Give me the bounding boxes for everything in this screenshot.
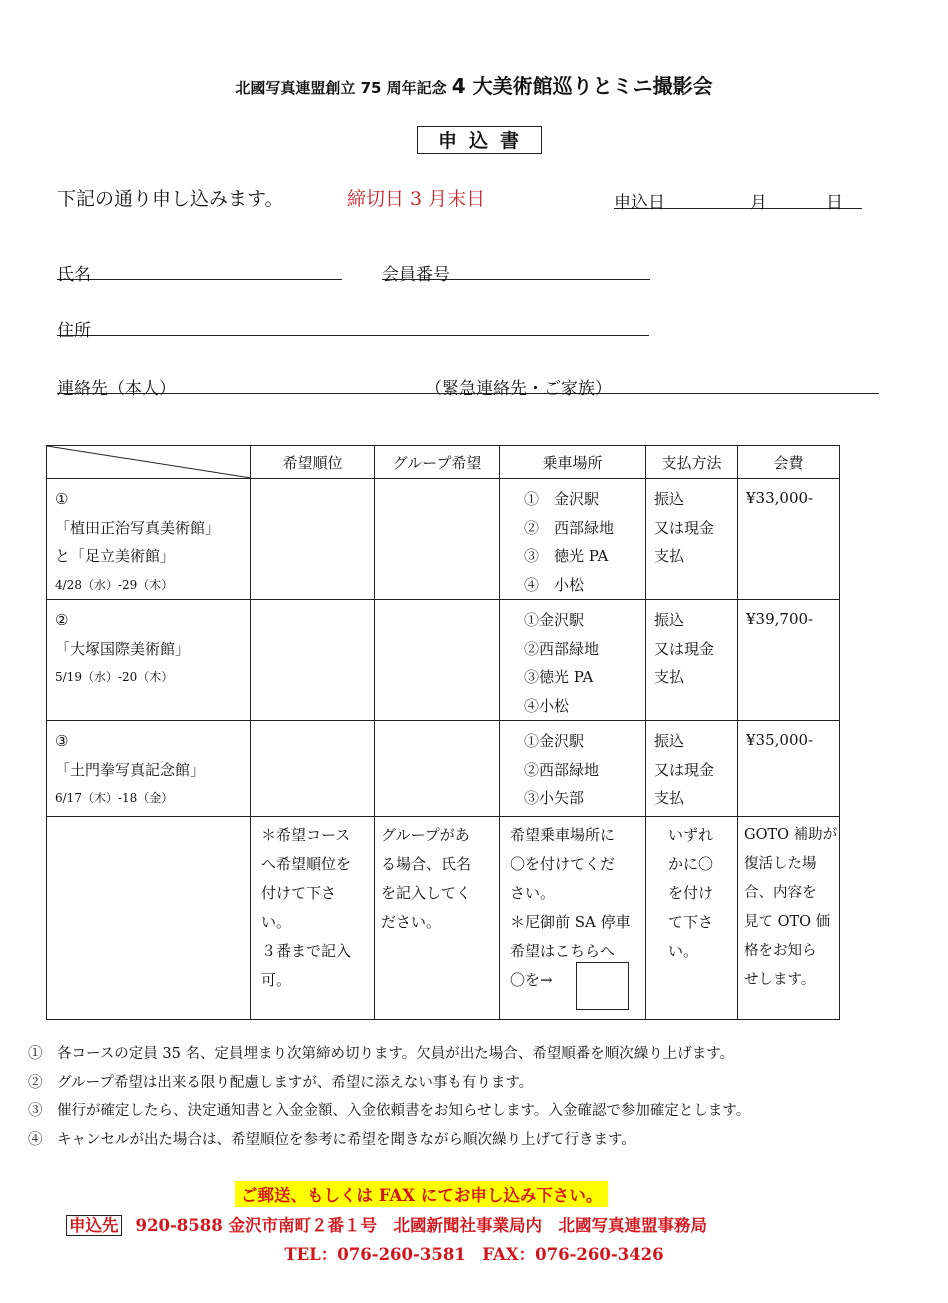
application-date-field[interactable]: [614, 188, 862, 213]
note-line: 希望はこちらへ: [510, 942, 616, 960]
tel-fax-line: TEL：076-260-3581 FAX：076-260-3426: [284, 1245, 664, 1264]
stop-option[interactable]: ③小矢部: [524, 789, 585, 807]
footnotes: [28, 1040, 750, 1154]
priority-input-cell[interactable]: [251, 721, 375, 817]
note-line: ＊尼御前 SA 停車: [510, 913, 631, 931]
priority-input-cell[interactable]: [251, 479, 375, 600]
note-line: 復活した場: [744, 856, 817, 872]
title-main: 4 大美術館巡りとミニ撮影会: [451, 74, 713, 98]
payment-cell[interactable]: [646, 600, 738, 721]
table-header-row: [47, 446, 840, 479]
table-row: [47, 479, 840, 600]
group-input-cell[interactable]: [375, 600, 500, 721]
note-line: い。: [261, 913, 292, 931]
payment-cell[interactable]: [646, 479, 738, 600]
diagonal-line-icon: [47, 446, 251, 478]
note-line: ＊希望コース: [261, 826, 351, 844]
member-number-field[interactable]: [382, 260, 650, 285]
note-line: グループがあ: [381, 826, 470, 844]
payment-option[interactable]: 支払: [654, 668, 685, 686]
amagozen-checkbox[interactable]: [576, 962, 629, 1010]
group-note-cell: [375, 817, 500, 1020]
note-line: 付けて下さ: [261, 884, 337, 902]
payment-option[interactable]: 振込: [654, 611, 685, 629]
notes-empty-cell: [47, 817, 251, 1020]
header-payment: 支払方法: [646, 446, 738, 479]
table-row: [47, 600, 840, 721]
payment-option[interactable]: 振込: [654, 732, 685, 750]
course-table: [46, 445, 840, 1020]
stop-option[interactable]: ② 西部緑地: [524, 518, 615, 537]
fee-cell: [738, 600, 840, 721]
note-line: 〇を→: [510, 971, 553, 989]
intro-text: 下記の通り申し込みます。: [57, 188, 284, 210]
fee-note-cell: [738, 817, 840, 1020]
note-line: 可。: [261, 971, 292, 989]
note-line: せします。: [744, 972, 816, 988]
stop-option[interactable]: ①金沢駅: [524, 611, 585, 629]
note-line: ださい。: [381, 913, 442, 931]
note-line: 見て OTO 価: [744, 914, 831, 930]
contact-emergency-label: （緊急連絡先・ご家族）: [425, 379, 612, 399]
note-line: 格をお知ら: [744, 943, 817, 959]
application-address-text: 920-8588 金沢市南町２番１号 北國新聞社事業局内 北國写真連盟事務局: [135, 1216, 707, 1235]
application-address-label: 申込先: [66, 1215, 122, 1236]
course-line: 「土門拳写真記念館」: [55, 760, 206, 779]
course-line: 「植田正治写真美術館」: [55, 518, 221, 537]
note-line: かに〇: [668, 855, 714, 873]
table-row: [47, 721, 840, 817]
note-line: い。: [668, 942, 699, 960]
name-label: 氏名: [57, 265, 91, 285]
member-number-label: 会員番号: [382, 265, 450, 285]
note-line: る場合、氏名: [381, 855, 472, 873]
group-input-cell[interactable]: [375, 479, 500, 600]
fee-value: ¥39,700-: [746, 610, 814, 628]
payment-cell[interactable]: [646, 721, 738, 817]
header-group: グループ希望: [375, 446, 500, 479]
fee-value: ¥33,000-: [746, 489, 814, 507]
payment-option[interactable]: 振込: [654, 490, 685, 508]
stop-option[interactable]: ① 金沢駅: [524, 490, 600, 508]
note-line: 合、内容を: [744, 885, 817, 901]
note-line: 希望乗車場所に: [510, 826, 616, 844]
table-notes-row: [47, 817, 840, 1020]
header-diagonal-cell: [47, 446, 251, 479]
deadline-text: 締切日 3 月末日: [347, 188, 486, 210]
note-line: を付け: [668, 884, 714, 902]
title-prefix: 北國写真連盟創立 75 周年記念: [235, 79, 447, 97]
stop-cell[interactable]: [500, 721, 646, 817]
application-date-label: 申込日: [614, 193, 665, 213]
address-field[interactable]: [57, 316, 649, 341]
fee-cell: [738, 721, 840, 817]
stop-cell[interactable]: [500, 479, 646, 600]
payment-option[interactable]: 又は現金: [654, 760, 715, 779]
contact-field[interactable]: [57, 374, 879, 399]
payment-option[interactable]: 支払: [654, 789, 685, 807]
header-fee: 会費: [738, 446, 840, 479]
name-field[interactable]: [57, 260, 342, 285]
course-number: ③: [55, 732, 69, 750]
payment-option[interactable]: 又は現金: [654, 639, 715, 658]
priority-note-cell: [251, 817, 375, 1020]
note-line: GOTO 補助が: [744, 827, 838, 843]
contact-self-label: 連絡先（本人）: [57, 379, 176, 399]
application-date-day: 日: [826, 193, 843, 213]
note-line: ３番まで記入: [261, 942, 352, 960]
application-date-month: 月: [750, 193, 767, 213]
note-line: 〇を付けてくだ: [510, 855, 616, 873]
payment-option[interactable]: 又は現金: [654, 518, 715, 537]
note-line: へ希望順位を: [261, 855, 352, 873]
course-dates: 5/19（水）-20（木）: [55, 670, 174, 684]
application-address: [66, 1212, 707, 1236]
course-dates: 4/28（水）-29（木）: [55, 577, 174, 592]
payment-note-cell: [646, 817, 738, 1020]
stop-option[interactable]: ③徳光 PA: [524, 668, 594, 686]
course-number: ②: [55, 611, 69, 629]
stop-option[interactable]: ①金沢駅: [524, 732, 585, 750]
note-line: て下さ: [668, 913, 714, 931]
footnote-2: ② グループ希望は出来る限り配慮しますが、希望に添えない事も有ります。: [28, 1074, 534, 1091]
stop-option[interactable]: ④小松: [524, 696, 570, 715]
footnote-1: ① 各コースの定員 35 名、定員埋まり次第締め切ります。欠員が出た場合、希望順番を順次繰り上げます。: [28, 1046, 735, 1062]
mail-fax-banner: ご郵送、もしくは FAX にてお申し込み下さい。: [235, 1181, 608, 1207]
header-stop: 乗車場所: [500, 446, 646, 479]
course-line: と「足立美術館」: [55, 547, 176, 565]
document-title: [0, 70, 948, 99]
stop-cell[interactable]: [500, 600, 646, 721]
form-title-box: 申込書: [417, 126, 542, 154]
course-cell: [47, 600, 251, 721]
stop-option[interactable]: ④ 小松: [524, 575, 585, 594]
stop-option[interactable]: ②西部緑地: [524, 639, 600, 658]
stop-option[interactable]: ②西部緑地: [524, 760, 600, 779]
fee-cell: [738, 479, 840, 600]
group-input-cell[interactable]: [375, 721, 500, 817]
note-line: いずれ: [668, 826, 714, 844]
footnote-4: ④ キャンセルが出た場合は、希望順位を参考に希望を聞きながら順次繰り上げて行きます。: [28, 1131, 636, 1148]
note-line: を記入してく: [381, 884, 472, 902]
course-cell: [47, 479, 251, 600]
address-label: 住所: [57, 321, 91, 341]
course-dates: 6/17（木）-18（金）: [55, 791, 174, 805]
footnote-3: ③ 催行が確定したら、決定通知書と入金金額、入金依頼書をお知らせします。入金確認で参加確定とします。: [28, 1103, 751, 1119]
note-line: さい。: [510, 884, 556, 902]
course-line: 「大塚国際美術館」: [55, 639, 191, 658]
priority-input-cell[interactable]: [251, 600, 375, 721]
header-priority: 希望順位: [251, 446, 375, 479]
course-cell: [47, 721, 251, 817]
stop-note-cell: [500, 817, 646, 1020]
fee-value: ¥35,000-: [746, 731, 814, 749]
payment-option[interactable]: 支払: [654, 547, 685, 565]
course-number: ①: [55, 490, 69, 508]
stop-option[interactable]: ③ 徳光 PA: [524, 547, 609, 565]
